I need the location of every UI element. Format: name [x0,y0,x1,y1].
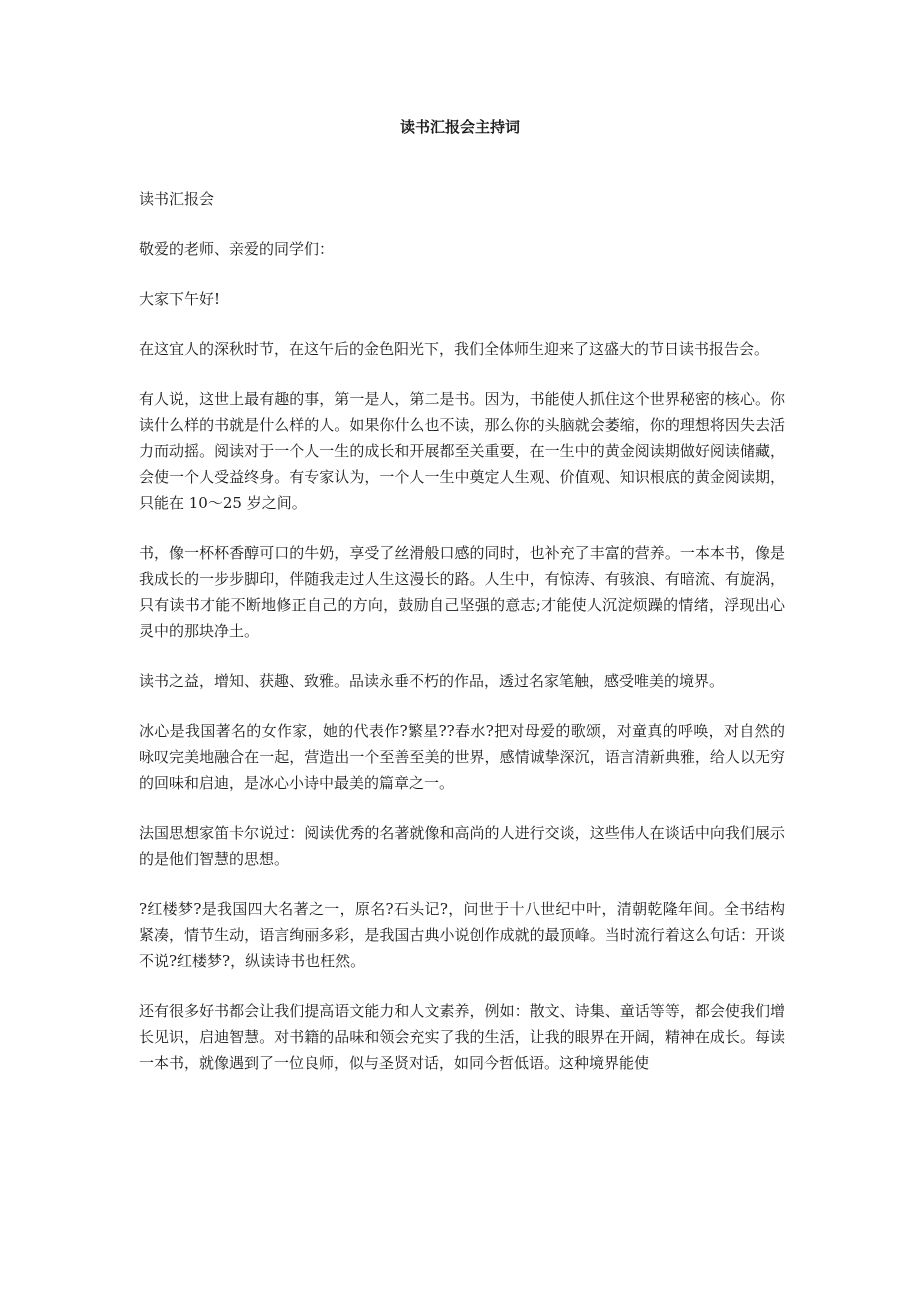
paragraph: 还有很多好书都会让我们提高语文能力和人文素养，例如：散文、诗集、童话等等，都会使我们增长见识，启迪智慧。对书籍的品味和领会充实了我的生活，让我的眼界在开阔，精神在成长。每读一本书，就像遇到了一位良师，似与圣贤对话，如同今哲低语。这种境界能使 [139,1002,785,1072]
document-title: 读书汇报会主持词 [399,118,520,136]
paragraph: 有人说，这世上最有趣的事，第一是人，第二是书。因为，书能使人抓住这个世界秘密的核心。你读什么样的书就是什么样的人。如果你什么也不读，那么你的头脑就会萎缩，你的理想将因失去活力而动摇。阅读对于一个人一生的成长和开展都至关重要，在一生中的黄金阅读期做好阅读储藏，会使一个人受益终身。有专家认为，一个人一生中奠定人生观、价值观、知识根底的黄金阅读期，只能在 10～25 岁之间。 [139,390,785,512]
paragraph: 冰心是我国著名的女作家，她的代表作?繁星??春水?把对母爱的歌颂，对童真的呼唤，对自然的咏叹完美地融合在一起，营造出一个至善至美的世界，感情诚挚深沉，语言清新典雅，给人以无穷的回味和启迪，是冰心小诗中最美的篇章之一。 [139,722,785,792]
paragraph: 书，像一杯杯香醇可口的牛奶，享受了丝滑般口感的同时，也补充了丰富的营养。一本本书，像是我成长的一步步脚印，伴随我走过人生这漫长的路。人生中，有惊涛、有骇浪、有暗流、有旋涡，只有读书才能不断地修正自己的方向，鼓励自己坚强的意志;才能使人沉淀烦躁的情绪，浮现出心灵中的那块净土。 [139,544,785,640]
paragraph: ?红楼梦?是我国四大名著之一，原名?石头记?，问世于十八世纪中叶，清朝乾隆年间。全书结构紧凑，情节生动，语言绚丽多彩，是我国古典小说创作成就的最顶峰。当时流行着这么句话：开谈不说?红楼梦?，纵读诗书也枉然。 [139,900,785,970]
paragraph-salutation: 敬爱的老师、亲爱的同学们： [139,240,335,258]
paragraph: 读书之益，增知、获趣、致雅。品读永垂不朽的作品，透过名家笔触，感受唯美的境界。 [139,672,725,690]
document-body [139,186,785,1100]
paragraph: 法国思想家笛卡尔说过：阅读优秀的名著就像和高尚的人进行交谈，这些伟人在谈话中向我们展示的是他们智慧的思想。 [139,824,785,868]
paragraph-greeting: 大家下午好! [139,290,221,308]
paragraph: 在这宜人的深秋时节，在这午后的金色阳光下，我们全体师生迎来了这盛大的节日读书报告会。 [139,340,770,358]
paragraph-heading: 读书汇报会 [139,190,215,208]
